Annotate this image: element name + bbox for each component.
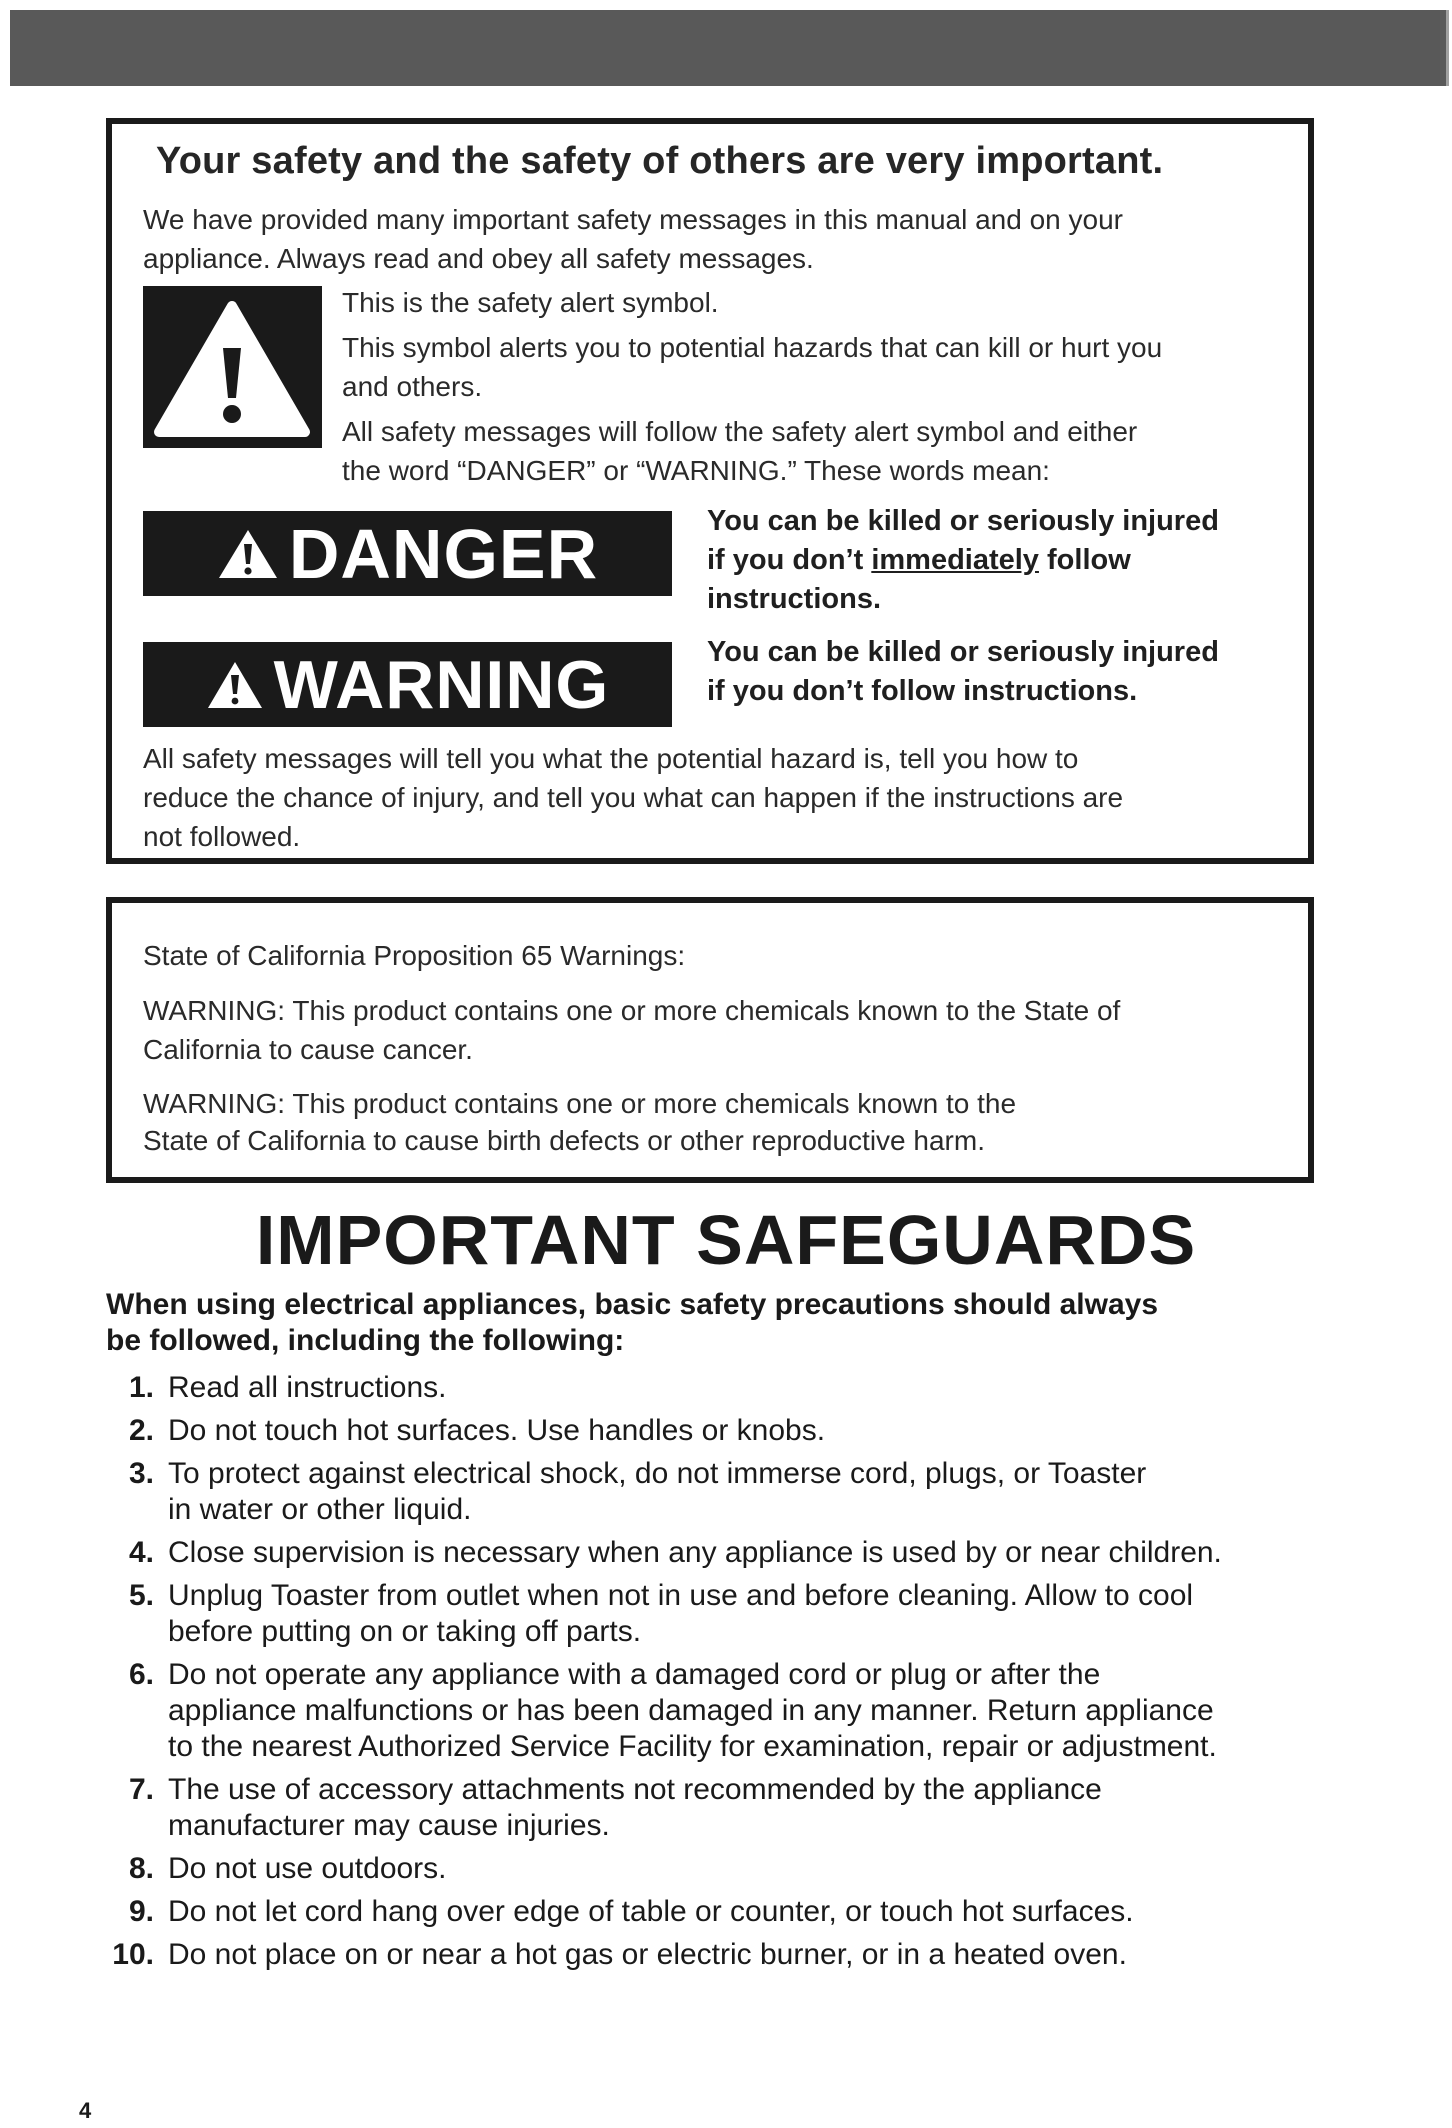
symbol-text-line-1: This is the safety alert symbol. <box>342 287 719 318</box>
safeguard-text-line: Do not place on or near a hot gas or electric burner, or in a heated oven. <box>168 1938 1127 1971</box>
safeguard-text-line: manufacturer may cause injuries. <box>168 1809 610 1842</box>
safeguard-text-line: Read all instructions. <box>168 1371 447 1404</box>
safeguard-number: 5. <box>128 1579 154 1612</box>
safeguard-number: 1. <box>128 1371 154 1404</box>
safeguard-text-line: appliance malfunctions or has been damaged in any manner. Return appliance <box>168 1694 1214 1727</box>
signal-words-line-1: All safety messages will follow the safety alert symbol and either <box>342 416 1138 447</box>
safeguard-text-line: Unplug Toaster from outlet when not in use and before cleaning. Allow to cool <box>168 1579 1194 1612</box>
prop65-warning2-line-1: WARNING: This product contains one or more chemicals known to the <box>143 1088 1017 1119</box>
prop65-title: State of California Proposition 65 Warnings: <box>143 940 686 971</box>
safeguard-item <box>106 1413 1346 1449</box>
safeguard-item <box>106 1894 1346 1930</box>
warning-text-line-2: if you don’t follow instructions. <box>707 675 1138 707</box>
safeguard-item <box>106 1657 1346 1765</box>
warning-text-line-1: You can be killed or seriously injured <box>707 636 1219 668</box>
header-bar <box>10 10 1449 86</box>
safeguard-item <box>106 1578 1346 1650</box>
prop65-warning1-line-2: California to cause cancer. <box>143 1034 473 1065</box>
prop65-box <box>106 897 1314 1183</box>
safeguards-title: IMPORTANT SAFEGUARDS <box>255 1201 1197 1279</box>
safeguard-text-line: Do not use outdoors. <box>168 1852 447 1885</box>
safeguard-item <box>106 1851 1346 1887</box>
danger-text-line-1: You can be killed or seriously injured <box>707 505 1219 537</box>
danger-text-line-2-end: follow <box>1038 544 1131 576</box>
danger-text-line-3: instructions. <box>707 583 882 615</box>
safeguard-number: 6. <box>128 1658 154 1691</box>
safety-intro-line-1: We have provided many important safety messages in this manual and on your <box>143 204 1123 235</box>
danger-banner <box>143 511 672 596</box>
page-number: 4 <box>79 2098 92 2123</box>
safeguard-number: 10. <box>112 1938 154 1971</box>
safeguard-text-line: Do not operate any appliance with a damaged cord or plug or after the <box>168 1658 1101 1691</box>
safeguard-number: 2. <box>128 1414 154 1447</box>
prop65-warning1-line-1: WARNING: This product contains one or more chemicals known to the State of <box>143 995 1121 1026</box>
safeguard-text-line: to the nearest Authorized Service Facility for examination, repair or adjustment. <box>168 1730 1217 1763</box>
safeguard-number: 9. <box>128 1895 154 1928</box>
danger-text-emphasis: immediately <box>871 544 1039 576</box>
safeguard-number: 4. <box>128 1536 154 1569</box>
safeguard-text-line: Do not let cord hang over edge of table or counter, or touch hot surfaces. <box>168 1895 1134 1928</box>
safeguard-text-line: The use of accessory attachments not recommended by the appliance <box>168 1773 1102 1806</box>
safeguard-text-line: before putting on or taking off parts. <box>168 1615 642 1648</box>
safeguard-text-line: in water or other liquid. <box>168 1493 472 1526</box>
safeguard-number: 8. <box>128 1852 154 1885</box>
safeguard-item <box>106 1370 1346 1406</box>
safeguards-intro <box>106 1287 1306 1359</box>
danger-label: DANGER <box>288 514 599 593</box>
symbol-text-line-2: This symbol alerts you to potential hazards that can kill or hurt you <box>342 332 1163 363</box>
safeguard-text-line: To protect against electrical shock, do not immerse cord, plugs, or Toaster <box>168 1457 1147 1490</box>
warning-label: WARNING <box>273 646 610 723</box>
warning-banner <box>143 642 672 727</box>
danger-text-line-2 <box>707 541 1131 580</box>
safety-info-box <box>106 118 1314 864</box>
safety-alert-symbol-icon <box>143 286 322 448</box>
safety-intro-line-2: appliance. Always read and obey all safety messages. <box>143 243 814 274</box>
safeguards-intro-line-1: When using electrical appliances, basic safety precautions should always <box>106 1288 1159 1321</box>
safeguard-text-line: Do not touch hot surfaces. Use handles or knobs. <box>168 1414 826 1447</box>
safeguard-text-line: Close supervision is necessary when any appliance is used by or near children. <box>168 1536 1222 1569</box>
danger-alert-icon <box>217 528 279 580</box>
symbol-text-line-3: and others. <box>342 371 483 402</box>
closing-line-2: reduce the chance of injury, and tell you what can happen if the instructions are <box>143 782 1124 813</box>
safety-headline: Your safety and the safety of others are very important. <box>156 140 1164 182</box>
safeguard-item <box>106 1937 1346 1973</box>
danger-text-line-2-start: if you don’t <box>707 544 872 576</box>
closing-line-1: All safety messages will tell you what the potential hazard is, tell you how to <box>143 743 1079 774</box>
safeguard-number: 7. <box>128 1773 154 1806</box>
prop65-warning2-line-2: State of California to cause birth defects or other reproductive harm. <box>143 1125 985 1156</box>
safeguard-item <box>106 1535 1346 1571</box>
safeguard-item <box>106 1456 1346 1528</box>
closing-line-3: not followed. <box>143 821 301 852</box>
safeguard-number: 3. <box>128 1457 154 1490</box>
safeguards-intro-line-2: be followed, including the following: <box>106 1324 625 1357</box>
safeguards-list <box>106 1370 1346 1973</box>
signal-words-line-2: the word “DANGER” or “WARNING.” These words mean: <box>342 455 1050 486</box>
safeguard-item <box>106 1772 1346 1844</box>
warning-alert-icon <box>206 660 264 710</box>
